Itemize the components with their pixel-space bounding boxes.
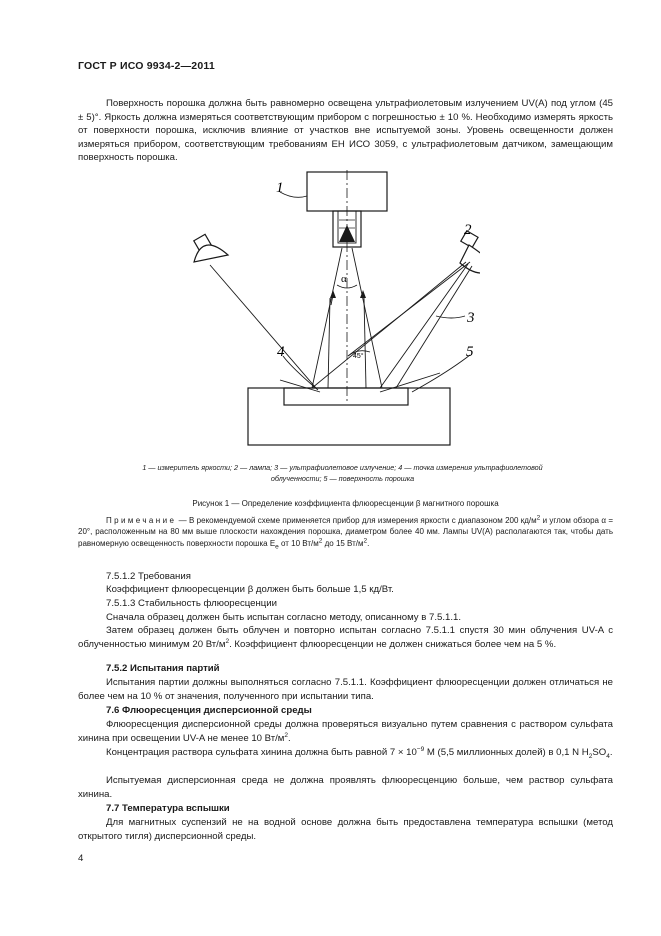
label-3: 3: [467, 310, 475, 326]
heading-76: 7.6 Флюоресценция дисперсионной среды: [106, 705, 312, 716]
alpha-label: α: [341, 273, 347, 285]
text-7512: Коэффициент флюоресценции β должен быть больше 1,5 кд/Вт.: [106, 584, 394, 595]
lamp-left: [194, 234, 228, 262]
label-1: 1: [276, 180, 284, 196]
label-5: 5: [466, 344, 474, 360]
legend-line-1: 1 — измеритель яркости; 2 — лампа; 3 — ультрафиолетовое излучение; 4 — точка измерения ультрафиолетовой: [142, 463, 543, 472]
note-label: Примечание: [106, 516, 177, 525]
document-header: ГОСТ Р ИСО 9934-2—2011: [78, 60, 215, 72]
label-2: 2: [464, 222, 472, 238]
intro-paragraph: Поверхность порошка должна быть равномерно освещена ультрафиолетовым излучением UV(A) под углом (45 ± 5)°. Яркость должна измеряться соответствующим прибором с погрешностью ± 10 %. Необходимо измерять яркость от поверхности порошка, исключив влияние от участков вне испытуемой зоны. Уровень освещенности должен измеряться прибором, соответствующим требованиям ЕН ИСО 3059, с ультрафиолетовым датчиком, замещающим поверхность порошка.: [78, 98, 613, 164]
heading-7513: 7.5.1.3 Стабильность флюоресценции: [106, 598, 278, 609]
legend-line-2: облученности; 5 — поверхность порошка: [270, 473, 415, 483]
heading-77: 7.7 Температура вспышки: [106, 803, 230, 814]
text-7513-2: Затем образец должен быть облучен и повторно испытан согласно 7.5.1.1 спустя 30 мин облучения UV-A с облученностью минимум 20 $Вт/м^2$. Коэффициент флюоресценции не должен снижаться более чем на 5 %.: [78, 625, 613, 650]
text-7513-1: Сначала образец должен быть испытан согласно методу, описанному в 7.5.1.1.: [106, 612, 462, 623]
text-76-1: Флюоресценция дисперсионной среды должна проверяться визуально путем сравнения с раствором сульфата хинина при освещении UV-A не менее 10 $Вт/м^2$.: [78, 719, 613, 744]
label-4: 4: [277, 344, 285, 360]
figure-diagram: [180, 170, 480, 455]
figure-1: [180, 170, 480, 460]
figure-caption: Рисунок 1 — Определение коэффициента флюоресценции β магнитного порошка: [192, 499, 499, 508]
powder-surface: [284, 388, 408, 405]
text-76-3: Испытуемая дисперсионная среда не должна проявлять флюоресценцию больше, чем раствор сульфата хинина.: [78, 775, 613, 800]
heading-752: 7.5.2 Испытания партий: [106, 663, 220, 674]
text-76-2: Концентрация раствора сульфата хинина должна быть равной $7 \times 10^{-9}$ М (5,5 миллионных долей) в 0,1 N $H_2SO_4$.: [106, 745, 613, 760]
heading-7512: 7.5.1.2 Требования: [106, 571, 191, 582]
page-number: 4: [78, 853, 84, 864]
text-752: Испытания партии должны выполняться согласно 7.5.1.1. Коэффициент флюоресценции должен отличаться не более чем на 10 % от значения, полученного при испытании типа.: [78, 677, 613, 702]
angle-label: 45°: [353, 353, 364, 360]
figure-note: Примечание — В рекомендуемой схеме применяется прибор для измерения яркости с диапазоном 200 $кд/м^2$ и углом обзора α = 20°, расположенным на 80 мм выше плоскости нахождения порошка, диаметром более 40 мм. Лампы UV(A) располагаются так, чтобы дать равномерную освещенность поверхности порошка $E_e$ от 10 $Вт/м^2$ до 15 $Вт/м^2$.: [78, 514, 613, 551]
figure-legend: [100, 463, 585, 484]
text-77: Для магнитных суспензий не на водной основе должна быть предоставлена температура вспышки (метод открытого тигля) дисперсионной среды.: [78, 817, 613, 842]
sample-block: [248, 388, 450, 445]
